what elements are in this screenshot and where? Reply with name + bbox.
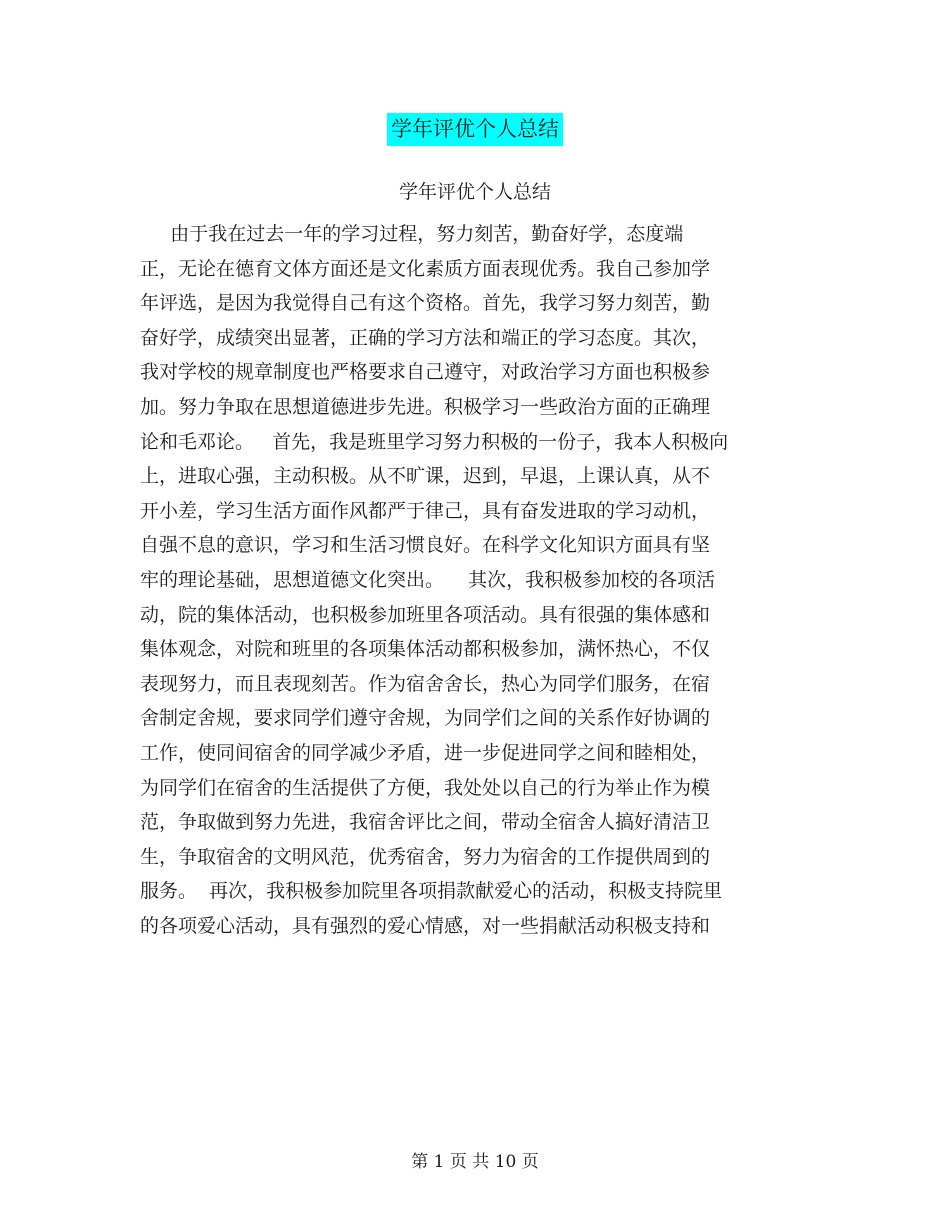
text-line: 的各项爱心活动，具有强烈的爱心情感，对一些捐献活动积极支持和 — [140, 914, 711, 937]
text-line: 范，争取做到努力先进，我宿舍评比之间，带动全宿舍人搞好清洁卫 — [140, 811, 711, 834]
page-footer: 第 1 页 共 10 页 — [411, 1152, 539, 1172]
text-line: 表现努力，而且表现刻苦。作为宿舍舍长，热心为同学们服务，在宿 — [140, 672, 711, 695]
text-line: 舍制定舍规，要求同学们遵守舍规，为同学们之间的关系作好协调的 — [140, 707, 711, 730]
text-line: 为同学们在宿舍的生活提供了方便，我处处以自己的行为举止作为模 — [140, 776, 711, 799]
text-line: 上，进取心强，主动积极。从不旷课，迟到，早退，上课认真，从不 — [140, 465, 711, 488]
text-line: 论和毛邓论。 首先，我是班里学习努力积极的一份子，我本人积极向 — [140, 430, 729, 453]
document-title: 学年评优个人总结 — [387, 113, 563, 146]
text-line: 正，无论在德育文体方面还是文化素质方面表现优秀。我自己参加学 — [140, 257, 711, 280]
text-line: 我对学校的规章制度也严格要求自己遵守，对政治学习方面也积极参 — [140, 361, 711, 384]
text-line: 年评选，是因为我觉得自己有这个资格。首先，我学习努力刻苦，勤 — [140, 292, 711, 315]
text-line: 加。努力争取在思想道德进步先进。积极学习一些政治方面的正确理 — [140, 395, 711, 418]
text-line: 开小差，学习生活方面作风都严于律己，具有奋发进取的学习动机， — [140, 499, 711, 522]
text-line: 动，院的集体活动，也积极参加班里各项活动。具有很强的集体感和 — [140, 603, 711, 626]
text-line: 自强不息的意识，学习和生活习惯良好。在科学文化知识方面具有坚 — [140, 534, 711, 557]
title-container — [0, 113, 950, 146]
text-line: 工作，使同间宿舍的同学减少矛盾，进一步促进同学之间和睦相处， — [140, 741, 711, 764]
text-line: 服务。 再次，我积极参加院里各项捐款献爱心的活动，积极支持院里 — [140, 880, 723, 903]
text-line: 奋好学，成绩突出显著，正确的学习方法和端正的学习态度。其次， — [140, 326, 711, 349]
document-subtitle: 学年评优个人总结 — [398, 181, 551, 203]
body-text — [140, 217, 780, 943]
text-line: 集体观念，对院和班里的各项集体活动都积极参加，满怀热心，不仅 — [140, 638, 711, 661]
text-line: 牢的理论基础，思想道德文化突出。 其次，我积极参加校的各项活 — [140, 568, 716, 591]
text-line: 由于我在过去一年的学习过程，努力刻苦，勤奋好学，态度端 — [140, 223, 684, 245]
text-line: 生，争取宿舍的文明风范，优秀宿舍，努力为宿舍的工作提供周到的 — [140, 845, 711, 868]
